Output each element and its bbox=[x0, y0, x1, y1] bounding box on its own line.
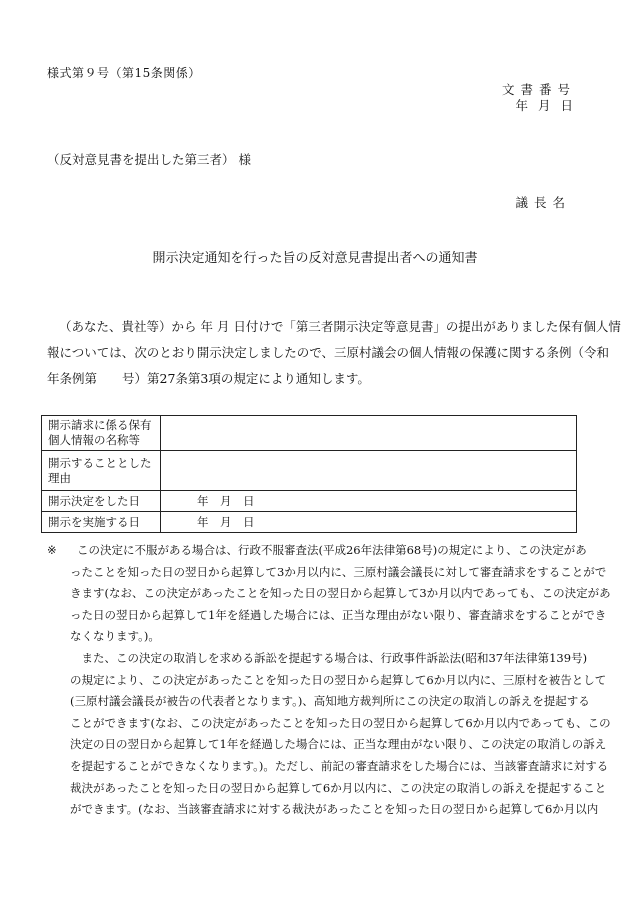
note-line: ができます。(なお、当該審査請求に対する裁決があったことを知った日の翌日から起算して6か月以内 bbox=[70, 802, 599, 817]
note-line: 決定の日の翌日から起算して1年を経過した場合には、正当な理由がない限り、この決定の取消しの訴え bbox=[70, 737, 607, 752]
note-line: 裁決があったことを知った日の翌日から起算して6か月以内に、この決定の取消しの訴えを提起すること bbox=[70, 780, 607, 795]
document-number: 文書番号 bbox=[501, 82, 576, 97]
note-line: なくなります。)。 bbox=[70, 629, 160, 644]
document-title: 開示決定通知を行った旨の反対意見書提出者への通知書 bbox=[152, 251, 478, 266]
note-line: を提起することができなくなります。)。ただし、前記の審査請求をした場合には、当該審査請求に対する bbox=[70, 758, 609, 773]
note-line: (三原村議会議長が被告の代表者となります。)、高知地方裁判所にこの決定の取消しの訴えを提起する bbox=[70, 694, 590, 709]
table-label: 開示決定をした日 bbox=[42, 491, 161, 512]
note-line: きます(なお、この決定があったことを知った日の翌日から起算して3か月以内であっても、この決定があ bbox=[70, 586, 611, 601]
table-label: 開示を実施する日 bbox=[42, 512, 161, 533]
disclosure-info-table bbox=[41, 415, 577, 533]
notes-section bbox=[47, 540, 611, 821]
table-row bbox=[42, 512, 577, 533]
table-value bbox=[161, 416, 577, 451]
document-date: 年 月 日 bbox=[515, 98, 576, 113]
body-line: 年条例第 号）第27条第3項の規定により通知します。 bbox=[47, 371, 370, 386]
note-line: の規定により、この決定があったことを知った日の翌日から起算して6か月以内に、三原村を被告として bbox=[70, 672, 607, 687]
table-row bbox=[42, 491, 577, 512]
note-line: ったことを知った日の翌日から起算して3か月以内に、三原村議会議長に対して審査請求をすることがで bbox=[70, 564, 607, 579]
body-line: （あなた、貴社等）から 年 月 日付けで「第三者開示決定等意見書」の提出がありました保有個人情 bbox=[59, 319, 621, 334]
table-row bbox=[42, 416, 577, 451]
body-line: 報については、次のとおり開示決定しましたので、三原村議会の個人情報の保護に関する条例（令和 bbox=[47, 345, 610, 360]
sender-chair-name: 議長名 bbox=[515, 195, 571, 210]
table-row bbox=[42, 451, 577, 491]
table-label: 開示請求に係る保有個人情報の名称等 bbox=[42, 416, 161, 451]
addressee: （反対意見書を提出した第三者） 様 bbox=[47, 152, 251, 167]
table-value bbox=[161, 451, 577, 491]
table-label: 開示することとした理由 bbox=[42, 451, 161, 491]
note-mark: ※ bbox=[47, 543, 57, 557]
table-value: 年 月 日 bbox=[161, 491, 577, 512]
table-value: 年 月 日 bbox=[161, 512, 577, 533]
note-line: また、この決定の取消しを求める訴訟を提起する場合は、行政事件訴訟法(昭和37年法律第139号) bbox=[70, 650, 588, 665]
note-line: ことができます(なお、この決定があったことを知った日の翌日から起算して6か月以内であっても、この bbox=[70, 715, 611, 730]
note-line: この決定に不服がある場合は、行政不服審査法(平成26年法律第68号)の規定により、この決定があ bbox=[77, 543, 587, 557]
form-number: 様式第９号（第15条関係） bbox=[47, 66, 201, 80]
body-paragraph bbox=[47, 314, 621, 392]
note-line: った日の翌日から起算して1年を経過した場合には、正当な理由がない限り、審査請求をすることができ bbox=[70, 607, 607, 622]
